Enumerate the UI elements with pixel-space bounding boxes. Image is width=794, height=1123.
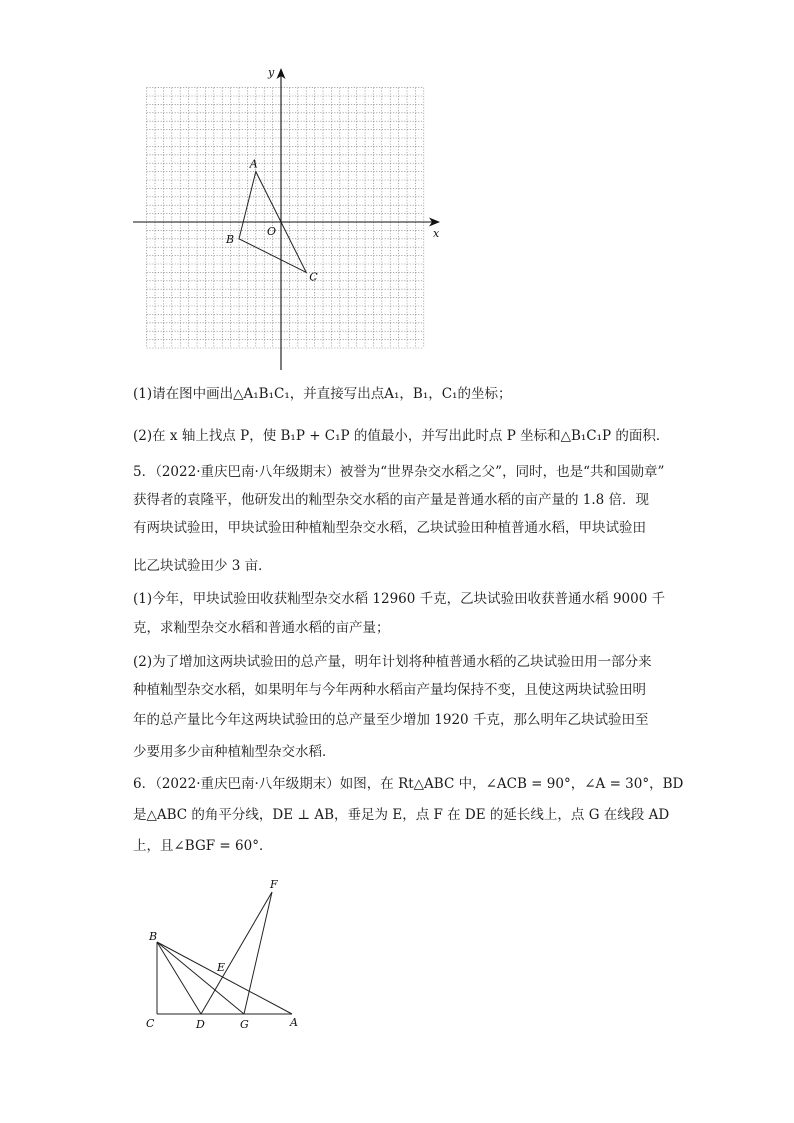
q5-part2-line4: 少要用多少亩种植籼型杂交水稻． (133, 744, 336, 760)
q5-part1-line1: (1)今年，甲块试验田收获籼型杂交水稻 12960 千克，乙块试验田收获普通水稻 9000 千 (133, 591, 666, 607)
segment-bd (157, 942, 201, 1014)
segment-bg (157, 942, 244, 1014)
label-g: G (240, 1018, 249, 1031)
label-a: A (290, 1016, 298, 1029)
point-label-b: B (226, 232, 235, 246)
q4-part1: (1)请在图中画出△A₁B₁C₁，并直接写出点A₁，B₁，C₁的坐标； (133, 386, 512, 402)
q5-part1-line2: 克，求籼型杂交水稻和普通水稻的亩产量； (133, 620, 390, 636)
x-axis-label: x (433, 227, 440, 240)
coordinate-grid-figure (128, 62, 448, 374)
q5-part2-line3: 年的总产量比今年这两块试验田的总产量至少增加 1920 千克，那么明年乙块试验田至 (133, 712, 649, 728)
q5-part2-line2: 种植籼型杂交水稻，如果明年与今年两种水稻亩产量均保持不变，且使这两块试验田明 (133, 682, 646, 698)
q5-line4: 比乙块试验田少 3 亩． (133, 558, 272, 574)
geometry-figure (140, 872, 310, 1037)
label-e: E (217, 961, 226, 974)
q6-line2: 是△ABC 的角平分线，DE ⊥ AB，垂足为 E，点 F 在 DE 的延长线上，点 G 在线段 AD (133, 807, 670, 823)
q5-line1: 5．（2022·重庆巴南·八年级期末）被誉为“世界杂交水稻之父”，同时，也是“共和国勋章” (133, 464, 665, 480)
q5-line2: 获得者的袁隆平，他研发出的籼型杂交水稻的亩产量是普通水稻的亩产量的 1.8 倍．现 (133, 492, 650, 508)
q6-line1: 6．（2022·重庆巴南·八年级期末）如图，在 Rt△ABC 中，∠ACB = 90°，∠A = 30°，BD (133, 776, 684, 792)
segment-df (201, 892, 272, 1014)
q5-line3: 有两块试验田，甲块试验田种植籼型杂交水稻，乙块试验田种植普通水稻，甲块试验田 (133, 520, 646, 536)
segment-ba (157, 942, 292, 1014)
grid-lines (147, 88, 424, 348)
label-f: F (270, 878, 278, 891)
q6-line3: 上，且∠BGF = 60°． (133, 838, 273, 854)
q5-part2-line1: (2)为了增加这两块试验田的总产量，明年计划将种植普通水稻的乙块试验田用一部分来 (133, 654, 652, 670)
point-label-c: C (309, 270, 318, 284)
x-axis (133, 218, 440, 227)
y-axis-label: y (268, 66, 275, 79)
label-b: B (149, 930, 158, 943)
origin-label: O (267, 225, 277, 238)
y-axis (277, 68, 286, 370)
label-c: C (146, 1017, 155, 1030)
label-d: D (196, 1018, 205, 1031)
point-label-a: A (249, 157, 258, 171)
q4-part2: (2)在 x 轴上找点 P，使 B₁P + C₁P 的值最小，并写出此时点 P 坐标和△B₁C₁P 的面积． (133, 428, 670, 444)
